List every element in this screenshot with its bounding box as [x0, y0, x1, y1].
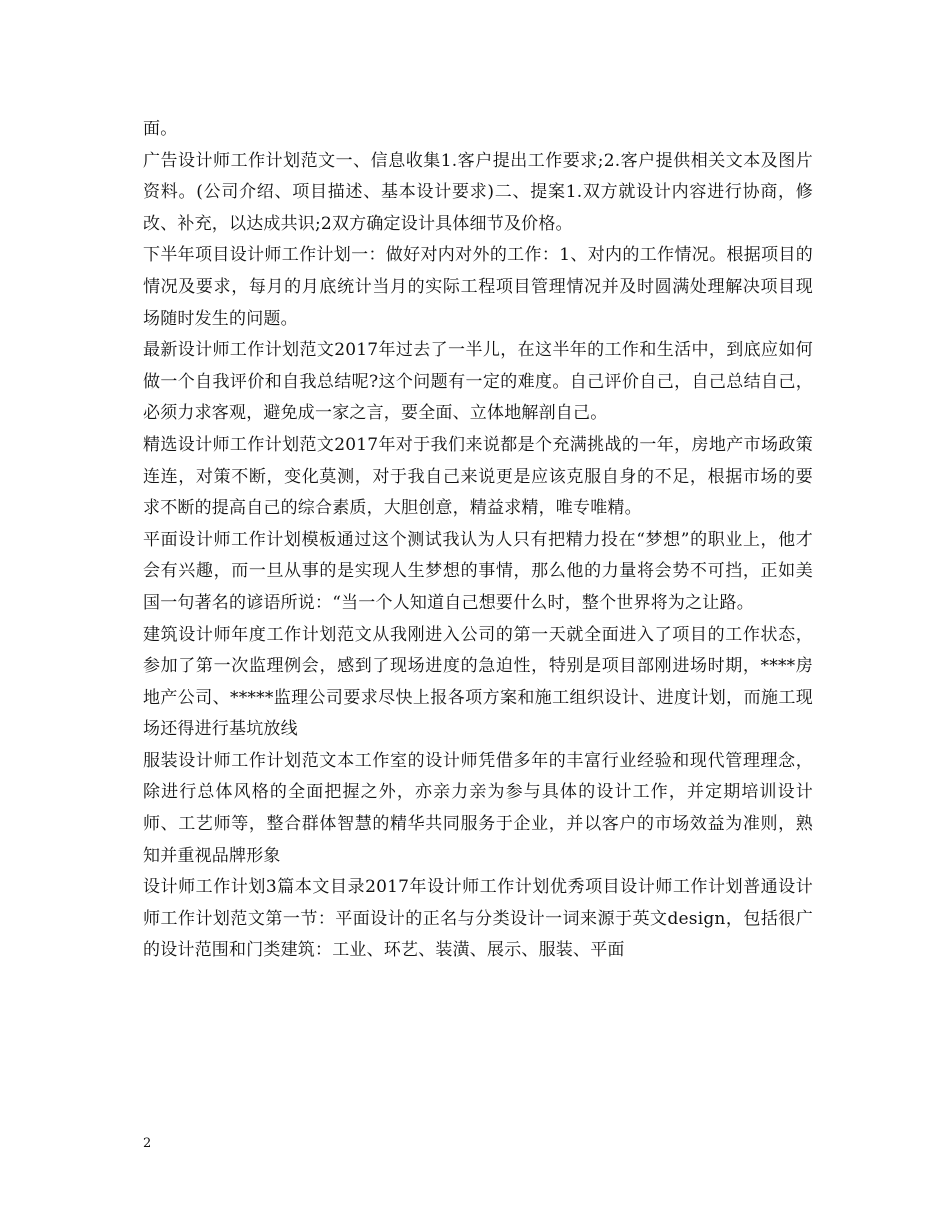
page-number: 2 [143, 1136, 152, 1151]
paragraph: 设计师工作计划3篇本文目录2017年设计师工作计划优秀项目设计师工作计划普通设计师工作计划范文第一节：平面设计的正名与分类设计一词来源于英文design，包括很广的设计范围和门类建筑：工业、环艺、装潢、展示、服装、平面 [143, 877, 813, 961]
paragraph: 服装设计师工作计划范文本工作室的设计师凭借多年的丰富行业经验和现代管理理念，除进行总体风格的全面把握之外，亦亲力亲为参与具体的设计工作，并定期培训设计师、工艺师等，整合群体智慧的精华共同服务于企业，并以客户的市场效益为准则，熟知并重视品牌形象 [143, 750, 813, 866]
paragraph: 精选设计师工作计划范文2017年对于我们来说都是个充满挑战的一年，房地产市场政策连连，对策不断，变化莫测，对于我自己来说更是应该克服自身的不足，根据市场的要求不断的提高自己的综合素质，大胆创意，精益求精，唯专唯精。 [143, 434, 813, 519]
paragraph: 平面设计师工作计划模板通过这个测试我认为人只有把精力投在“梦想”的职业上，他才会有兴趣，而一旦从事的是实现人生梦想的事情，那么他的力量将会势不可挡，正如美国一句著名的谚语所说：“当一个人知道自己想要什么时，整个世界将为之让路。 [143, 529, 813, 613]
paragraph: 建筑设计师年度工作计划范文从我刚进入公司的第一天就全面进入了项目的工作状态，参加了第一次监理例会，感到了现场进度的急迫性，特别是项目部刚进场时期，****房地产公司、*****监理公司要求尽快上报各项方案和施工组织设计、进度计划，而施工现场还得进行基坑放线 [143, 624, 813, 740]
paragraph: 最新设计师工作计划范文2017年过去了一半儿，在这半年的工作和生活中，到底应如何做一个自我评价和自我总结呢?这个问题有一定的难度。自己评价自己，自己总结自己，必须力求客观，避免成一家之言，要全面、立体地解剖自己。 [143, 340, 813, 424]
paragraph: 下半年项目设计师工作计划一：做好对内对外的工作：1、对内的工作情况。根据项目的情况及要求，每月的月底统计当月的实际工程项目管理情况并及时圆满处理解决项目现场随时发生的问题。 [143, 245, 813, 329]
paragraph: 面。 [143, 119, 178, 139]
paragraph: 广告设计师工作计划范文一、信息收集1.客户提出工作要求;2.客户提供相关文本及图片资料。(公司介绍、项目描述、基本设计要求)二、提案1.双方就设计内容进行协商，修改、补充，以达成共识;2双方确定设计具体细节及价格。 [143, 150, 813, 234]
document-body [143, 114, 813, 967]
